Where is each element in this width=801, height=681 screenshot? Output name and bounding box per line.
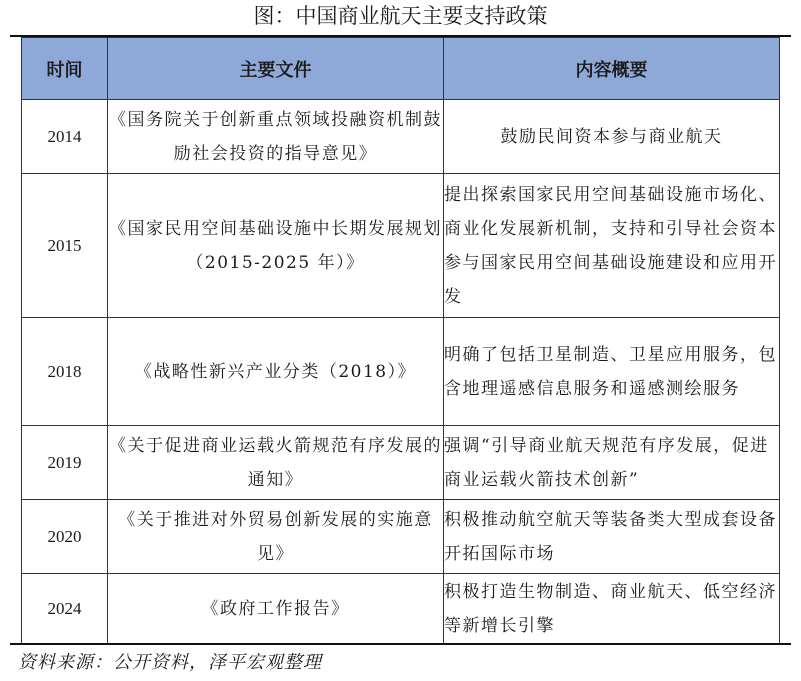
table-header-row	[22, 38, 780, 100]
source-note: 资料来源：公开资料，泽平宏观整理	[18, 652, 322, 673]
header-year: 时间	[22, 38, 108, 100]
year-cell: 2018	[22, 318, 108, 426]
year-cell: 2015	[22, 174, 108, 318]
header-document: 主要文件	[108, 38, 444, 100]
document-cell: 《国家民用空间基础设施中长期发展规划（2015-2025 年）》	[108, 174, 444, 318]
summary-cell: 鼓励民间资本参与商业航天	[444, 100, 780, 174]
document-cell: 《关于推进对外贸易创新发展的实施意见》	[108, 500, 444, 574]
table-row	[22, 318, 780, 426]
year-cell: 2024	[22, 574, 108, 644]
document-cell: 《关于促进商业运载火箭规范有序发展的通知》	[108, 426, 444, 500]
figure-title: 图：中国商业航天主要支持政策	[253, 4, 548, 28]
document-cell: 《国务院关于创新重点领域投融资机制鼓励社会投资的指导意见》	[108, 100, 444, 174]
table-row	[22, 500, 780, 574]
summary-cell: 强调“引导商业航天规范有序发展，促进商业运载火箭技术创新”	[444, 426, 780, 500]
table-row	[22, 174, 780, 318]
table-row	[22, 100, 780, 174]
summary-cell: 积极推动航空航天等装备类大型成套设备开拓国际市场	[444, 500, 780, 574]
table-row	[22, 426, 780, 500]
bottom-rule	[10, 643, 791, 645]
year-cell: 2019	[22, 426, 108, 500]
summary-cell: 积极打造生物制造、商业航天、低空经济等新增长引擎	[444, 574, 780, 644]
year-cell: 2014	[22, 100, 108, 174]
table-row	[22, 574, 780, 644]
document-cell: 《政府工作报告》	[108, 574, 444, 644]
document-cell: 《战略性新兴产业分类（2018）》	[108, 318, 444, 426]
summary-cell: 提出探索国家民用空间基础设施市场化、商业化发展新机制，支持和引导社会资本参与国家民用空间基础设施建设和应用开发	[444, 174, 780, 318]
year-cell: 2020	[22, 500, 108, 574]
header-summary: 内容概要	[444, 38, 780, 100]
summary-cell: 明确了包括卫星制造、卫星应用服务，包含地理遥感信息服务和遥感测绘服务	[444, 318, 780, 426]
policy-table	[21, 37, 780, 644]
